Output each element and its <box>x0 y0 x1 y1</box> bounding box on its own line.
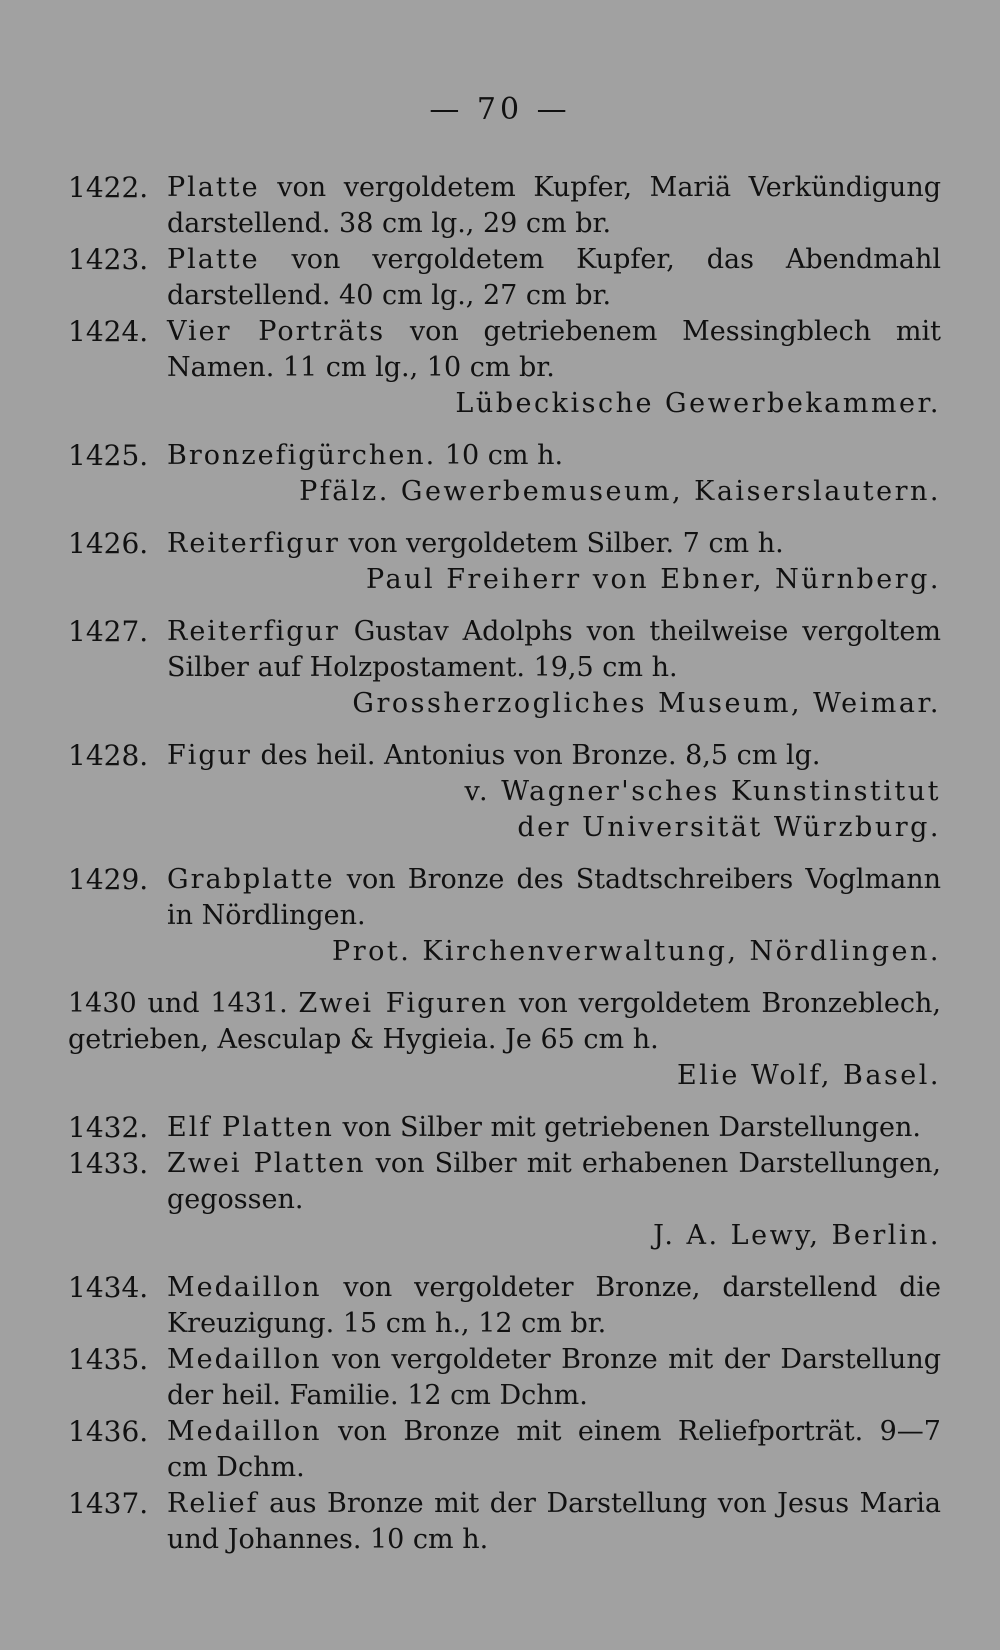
entry-number: 1428. <box>68 739 149 772</box>
catalog-entry <box>0 1146 1000 1254</box>
entry-text: von Bronze des Stadtschreibers Voglmann in Nördlingen. <box>167 864 941 931</box>
entry-lead: Relief <box>167 1488 259 1519</box>
catalog-entry <box>0 1414 1000 1486</box>
entry-lead: Figur <box>167 740 252 771</box>
entry-number: 1435. <box>68 1343 149 1376</box>
entry-text: 10 cm h. <box>436 440 564 471</box>
catalog-entry <box>0 1110 1000 1146</box>
entry-lead: Medaillon <box>167 1416 322 1447</box>
entry-lead: Platte <box>167 172 260 203</box>
entry-lead: Bronzefigürchen. <box>167 440 437 471</box>
entry-lead: Reiterfigur <box>167 528 340 559</box>
catalog-entry <box>0 526 1000 598</box>
catalog-entry <box>0 986 1000 1094</box>
catalog-entry <box>0 170 1000 242</box>
entry-lead: Platte <box>167 244 260 275</box>
entry-description <box>68 986 941 1058</box>
entry-number: 1437. <box>68 1487 149 1520</box>
catalog-entry <box>0 242 1000 314</box>
entry-number: 1434. <box>68 1271 149 1304</box>
entry-owner: J. A. Lewy, Berlin. <box>653 1220 941 1251</box>
entry-description <box>167 314 941 386</box>
entry-description <box>167 1110 941 1146</box>
entry-lead: Grabplatte <box>167 864 335 895</box>
entry-owner: Grossherzogliches Museum, Weimar. <box>352 688 941 719</box>
entry-text: von vergoldetem Kupfer, das Abendmahl darstellend. 40 cm lg., 27 cm br. <box>167 244 941 311</box>
catalog-entry <box>0 738 1000 846</box>
catalog-entry <box>0 438 1000 510</box>
catalog-entry <box>0 1486 1000 1558</box>
entry-description <box>167 614 941 686</box>
entry-description <box>167 1342 941 1414</box>
entry-lead: Zwei Figuren <box>298 988 509 1019</box>
entry-number: 1436. <box>68 1415 149 1448</box>
entry-lead: Zwei Platten <box>167 1148 366 1179</box>
entry-description <box>167 242 941 314</box>
entry-text: von vergoldetem Kupfer, Mariä Verkündigung darstellend. 38 cm lg., 29 cm br. <box>167 172 941 239</box>
catalog-entry <box>0 862 1000 970</box>
page-number: — 70 — <box>429 92 571 127</box>
catalog-entry <box>0 314 1000 422</box>
entry-owner: Pfälz. Gewerbemuseum, Kaiserslautern. <box>299 476 941 507</box>
catalog-entry <box>0 1342 1000 1414</box>
entry-number: 1426. <box>68 527 149 560</box>
entry-number: 1432. <box>68 1111 149 1144</box>
entry-text: aus Bronze mit der Darstellung von Jesus Maria und Johannes. 10 cm h. <box>167 1488 941 1555</box>
entry-text: von vergoldetem Silber. 7 cm h. <box>339 528 784 559</box>
catalog-entry <box>0 614 1000 722</box>
entry-number: 1422. <box>68 171 149 204</box>
entry-number: 1430 und 1431. <box>68 988 288 1019</box>
entry-number: 1424. <box>68 315 149 348</box>
entry-text: von getriebenem Messingblech mit Namen. 11 cm lg., 10 cm br. <box>167 316 942 383</box>
entry-description <box>167 170 941 242</box>
entry-lead: Elf Platten <box>167 1112 334 1143</box>
entry-text: Gustav Adolphs von theilweise vergoltem Silber auf Holzpostament. 19,5 cm h. <box>167 616 941 683</box>
entry-text: von Silber mit erhabenen Darstellungen, gegossen. <box>167 1148 941 1215</box>
entry-lead: Reiterfigur <box>167 616 340 647</box>
entry-text: von vergoldetem Bronzeblech, getrieben, Aesculap & Hygieia. Je 65 cm h. <box>68 988 941 1055</box>
entry-number: 1423. <box>68 243 149 276</box>
catalog-entries <box>0 170 1000 1558</box>
entry-text: von vergoldeter Bronze, darstellend die Kreuzigung. 15 cm h., 12 cm br. <box>167 1272 941 1339</box>
entry-number: 1433. <box>68 1147 149 1180</box>
entry-owner: Prot. Kirchenverwaltung, Nördlingen. <box>332 936 941 967</box>
entry-description <box>167 1414 941 1486</box>
entry-lead: Medaillon <box>167 1272 322 1303</box>
entry-number: 1425. <box>68 439 149 472</box>
entry-description <box>167 1486 941 1558</box>
entry-description <box>167 1146 941 1218</box>
entry-description <box>167 526 941 562</box>
entry-owner: Paul Freiherr von Ebner, Nürnberg. <box>366 564 941 595</box>
entry-number: 1429. <box>68 863 149 896</box>
entry-lead: Medaillon <box>167 1344 322 1375</box>
entry-owner: v. Wagner'sches Kunstinstitut der Universität Würzburg. <box>464 776 941 843</box>
entry-text: von vergoldeter Bronze mit der Darstellung der heil. Familie. 12 cm Dchm. <box>167 1344 941 1411</box>
entry-description <box>167 862 941 934</box>
catalog-entry <box>0 1270 1000 1342</box>
entry-number: 1427. <box>68 615 149 648</box>
entry-owner: Elie Wolf, Basel. <box>676 1060 941 1091</box>
entry-text: des heil. Antonius von Bronze. 8,5 cm lg. <box>251 740 821 771</box>
entry-owner: Lübeckische Gewerbekammer. <box>455 388 941 419</box>
entry-description <box>167 1270 941 1342</box>
entry-description <box>167 738 941 774</box>
entry-description <box>167 438 941 474</box>
entry-text: von Bronze mit einem Reliefporträt. 9—7 cm Dchm. <box>167 1416 941 1483</box>
entry-lead: Vier Porträts <box>167 316 386 347</box>
entry-text: von Silber mit getriebenen Darstellungen. <box>333 1112 921 1143</box>
